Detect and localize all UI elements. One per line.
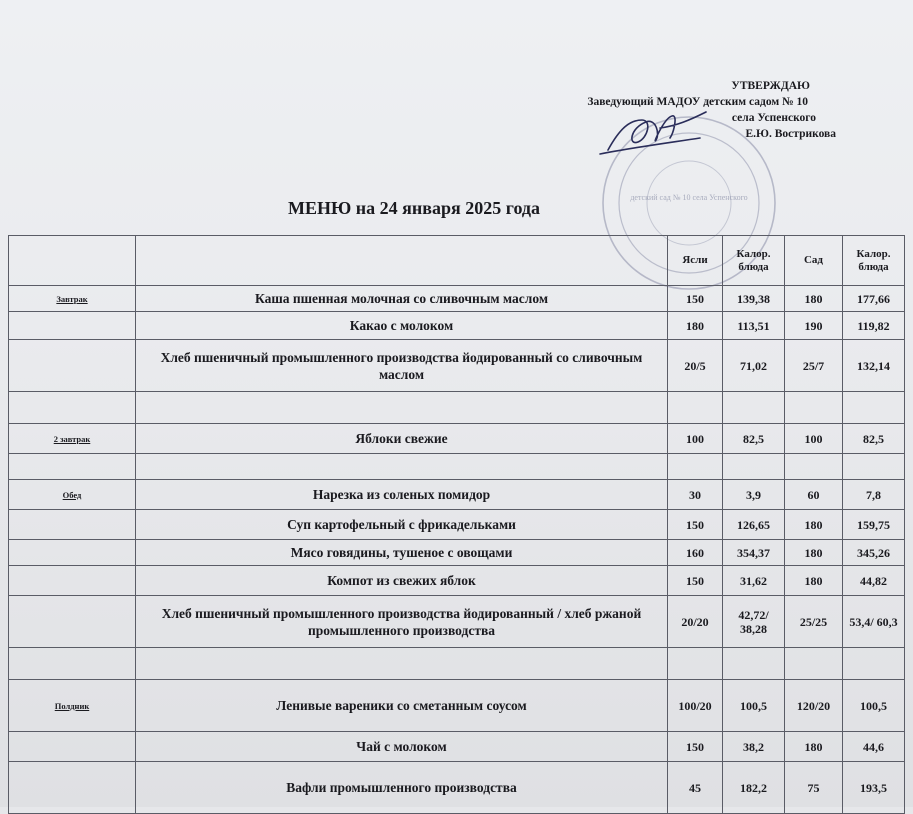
sad-calories-cell: 44,6 — [843, 732, 905, 762]
dish-cell: Каша пшенная молочная со сливочным маслом — [136, 286, 668, 312]
dish-cell: Хлеб пшеничный промышленного производства йодированный / хлеб ржаной промышленного производства — [136, 596, 668, 648]
sad-calories-cell — [843, 392, 905, 424]
sad-portion-cell: 60 — [785, 480, 843, 510]
table-row — [9, 596, 905, 648]
meal-cell — [9, 648, 136, 680]
approval-village: села Успенского — [731, 112, 816, 124]
stamp-text: детский сад № 10 села Успенского — [630, 193, 748, 202]
dish-cell: Суп картофельный с фрикадельками — [136, 510, 668, 540]
yasli-portion-cell: 150 — [668, 732, 723, 762]
signature-icon — [590, 98, 740, 168]
meal-cell: 2 завтрак — [9, 424, 136, 454]
sad-calories-cell: 177,66 — [843, 286, 905, 312]
meal-cell — [9, 312, 136, 340]
sad-portion-cell — [785, 454, 843, 480]
yasli-portion-cell: 45 — [668, 762, 723, 814]
table-row — [9, 392, 905, 424]
header-kalor-yasli: Калор. блюда — [723, 236, 785, 286]
yasli-portion-cell: 20/20 — [668, 596, 723, 648]
yasli-portion-cell: 30 — [668, 480, 723, 510]
table-row — [9, 286, 905, 312]
meal-cell — [9, 340, 136, 392]
sad-calories-cell: 44,82 — [843, 566, 905, 596]
table-header-row — [9, 236, 905, 286]
meal-cell — [9, 596, 136, 648]
dish-cell — [136, 454, 668, 480]
approval-name: Е.Ю. Вострикова — [745, 128, 836, 140]
sad-calories-cell: 119,82 — [843, 312, 905, 340]
table-row — [9, 340, 905, 392]
dish-cell — [136, 392, 668, 424]
meal-cell: Завтрак — [9, 286, 136, 312]
sad-portion-cell: 25/7 — [785, 340, 843, 392]
yasli-portion-cell: 150 — [668, 286, 723, 312]
table-row — [9, 540, 905, 566]
page-title: МЕНЮ на 24 января 2025 года — [288, 198, 541, 218]
table-row — [9, 566, 905, 596]
dish-cell: Хлеб пшеничный промышленного производства йодированный со сливочным маслом — [136, 340, 668, 392]
table-row — [9, 732, 905, 762]
yasli-portion-cell: 180 — [668, 312, 723, 340]
meal-cell — [9, 392, 136, 424]
meal-cell — [9, 454, 136, 480]
dish-cell: Чай с молоком — [136, 732, 668, 762]
sad-portion-cell: 100 — [785, 424, 843, 454]
yasli-calories-cell: 139,38 — [723, 286, 785, 312]
yasli-calories-cell: 3,9 — [723, 480, 785, 510]
yasli-calories-cell — [723, 392, 785, 424]
table-row — [9, 762, 905, 814]
yasli-calories-cell: 126,65 — [723, 510, 785, 540]
yasli-calories-cell: 31,62 — [723, 566, 785, 596]
yasli-portion-cell: 100/20 — [668, 680, 723, 732]
yasli-portion-cell: 150 — [668, 510, 723, 540]
yasli-calories-cell: 38,2 — [723, 732, 785, 762]
sad-portion-cell: 180 — [785, 540, 843, 566]
dish-cell — [136, 648, 668, 680]
approval-position: Заведующий МАДОУ детским садом № 10 — [587, 96, 808, 108]
sad-portion-cell: 180 — [785, 286, 843, 312]
yasli-portion-cell: 160 — [668, 540, 723, 566]
yasli-calories-cell — [723, 648, 785, 680]
table-row — [9, 454, 905, 480]
yasli-portion-cell: 150 — [668, 566, 723, 596]
dish-cell: Яблоки свежие — [136, 424, 668, 454]
header-yasli: Ясли — [668, 236, 723, 286]
meal-cell — [9, 510, 136, 540]
header-sad: Сад — [785, 236, 843, 286]
sad-portion-cell — [785, 648, 843, 680]
yasli-portion-cell — [668, 648, 723, 680]
table-row — [9, 680, 905, 732]
table-row — [9, 312, 905, 340]
sad-portion-cell: 180 — [785, 732, 843, 762]
meal-cell: Полдник — [9, 680, 136, 732]
sad-calories-cell — [843, 648, 905, 680]
sad-calories-cell: 132,14 — [843, 340, 905, 392]
yasli-calories-cell: 42,72/ 38,28 — [723, 596, 785, 648]
meal-cell — [9, 540, 136, 566]
dish-cell: Мясо говядины, тушеное с овощами — [136, 540, 668, 566]
meal-cell — [9, 566, 136, 596]
sad-portion-cell: 180 — [785, 510, 843, 540]
sad-portion-cell — [785, 392, 843, 424]
dish-cell: Какао с молоком — [136, 312, 668, 340]
yasli-calories-cell: 354,37 — [723, 540, 785, 566]
yasli-calories-cell: 182,2 — [723, 762, 785, 814]
meal-cell — [9, 732, 136, 762]
yasli-calories-cell: 71,02 — [723, 340, 785, 392]
dish-cell: Вафли промышленного производства — [136, 762, 668, 814]
yasli-calories-cell: 100,5 — [723, 680, 785, 732]
meal-cell — [9, 762, 136, 814]
yasli-portion-cell: 20/5 — [668, 340, 723, 392]
approval-title: УТВЕРЖДАЮ — [731, 80, 810, 92]
yasli-portion-cell — [668, 454, 723, 480]
sad-calories-cell: 53,4/ 60,3 — [843, 596, 905, 648]
table-row — [9, 510, 905, 540]
sad-calories-cell: 193,5 — [843, 762, 905, 814]
yasli-calories-cell — [723, 454, 785, 480]
dish-cell: Ленивые вареники со сметанным соусом — [136, 680, 668, 732]
sad-portion-cell: 25/25 — [785, 596, 843, 648]
dish-cell: Нарезка из соленых помидор — [136, 480, 668, 510]
sad-portion-cell: 75 — [785, 762, 843, 814]
sad-portion-cell: 190 — [785, 312, 843, 340]
yasli-portion-cell — [668, 392, 723, 424]
sad-calories-cell: 100,5 — [843, 680, 905, 732]
sad-calories-cell: 159,75 — [843, 510, 905, 540]
meal-cell: Обед — [9, 480, 136, 510]
header-kalor-sad: Калор. блюда — [843, 236, 905, 286]
yasli-calories-cell: 113,51 — [723, 312, 785, 340]
yasli-portion-cell: 100 — [668, 424, 723, 454]
sad-calories-cell: 345,26 — [843, 540, 905, 566]
sad-calories-cell: 82,5 — [843, 424, 905, 454]
table-row — [9, 480, 905, 510]
menu-table — [8, 235, 905, 814]
table-row — [9, 424, 905, 454]
sad-calories-cell — [843, 454, 905, 480]
dish-cell: Компот из свежих яблок — [136, 566, 668, 596]
header-meal — [9, 236, 136, 286]
table-row — [9, 648, 905, 680]
sad-portion-cell: 120/20 — [785, 680, 843, 732]
yasli-calories-cell: 82,5 — [723, 424, 785, 454]
header-dish — [136, 236, 668, 286]
sad-calories-cell: 7,8 — [843, 480, 905, 510]
sad-portion-cell: 180 — [785, 566, 843, 596]
